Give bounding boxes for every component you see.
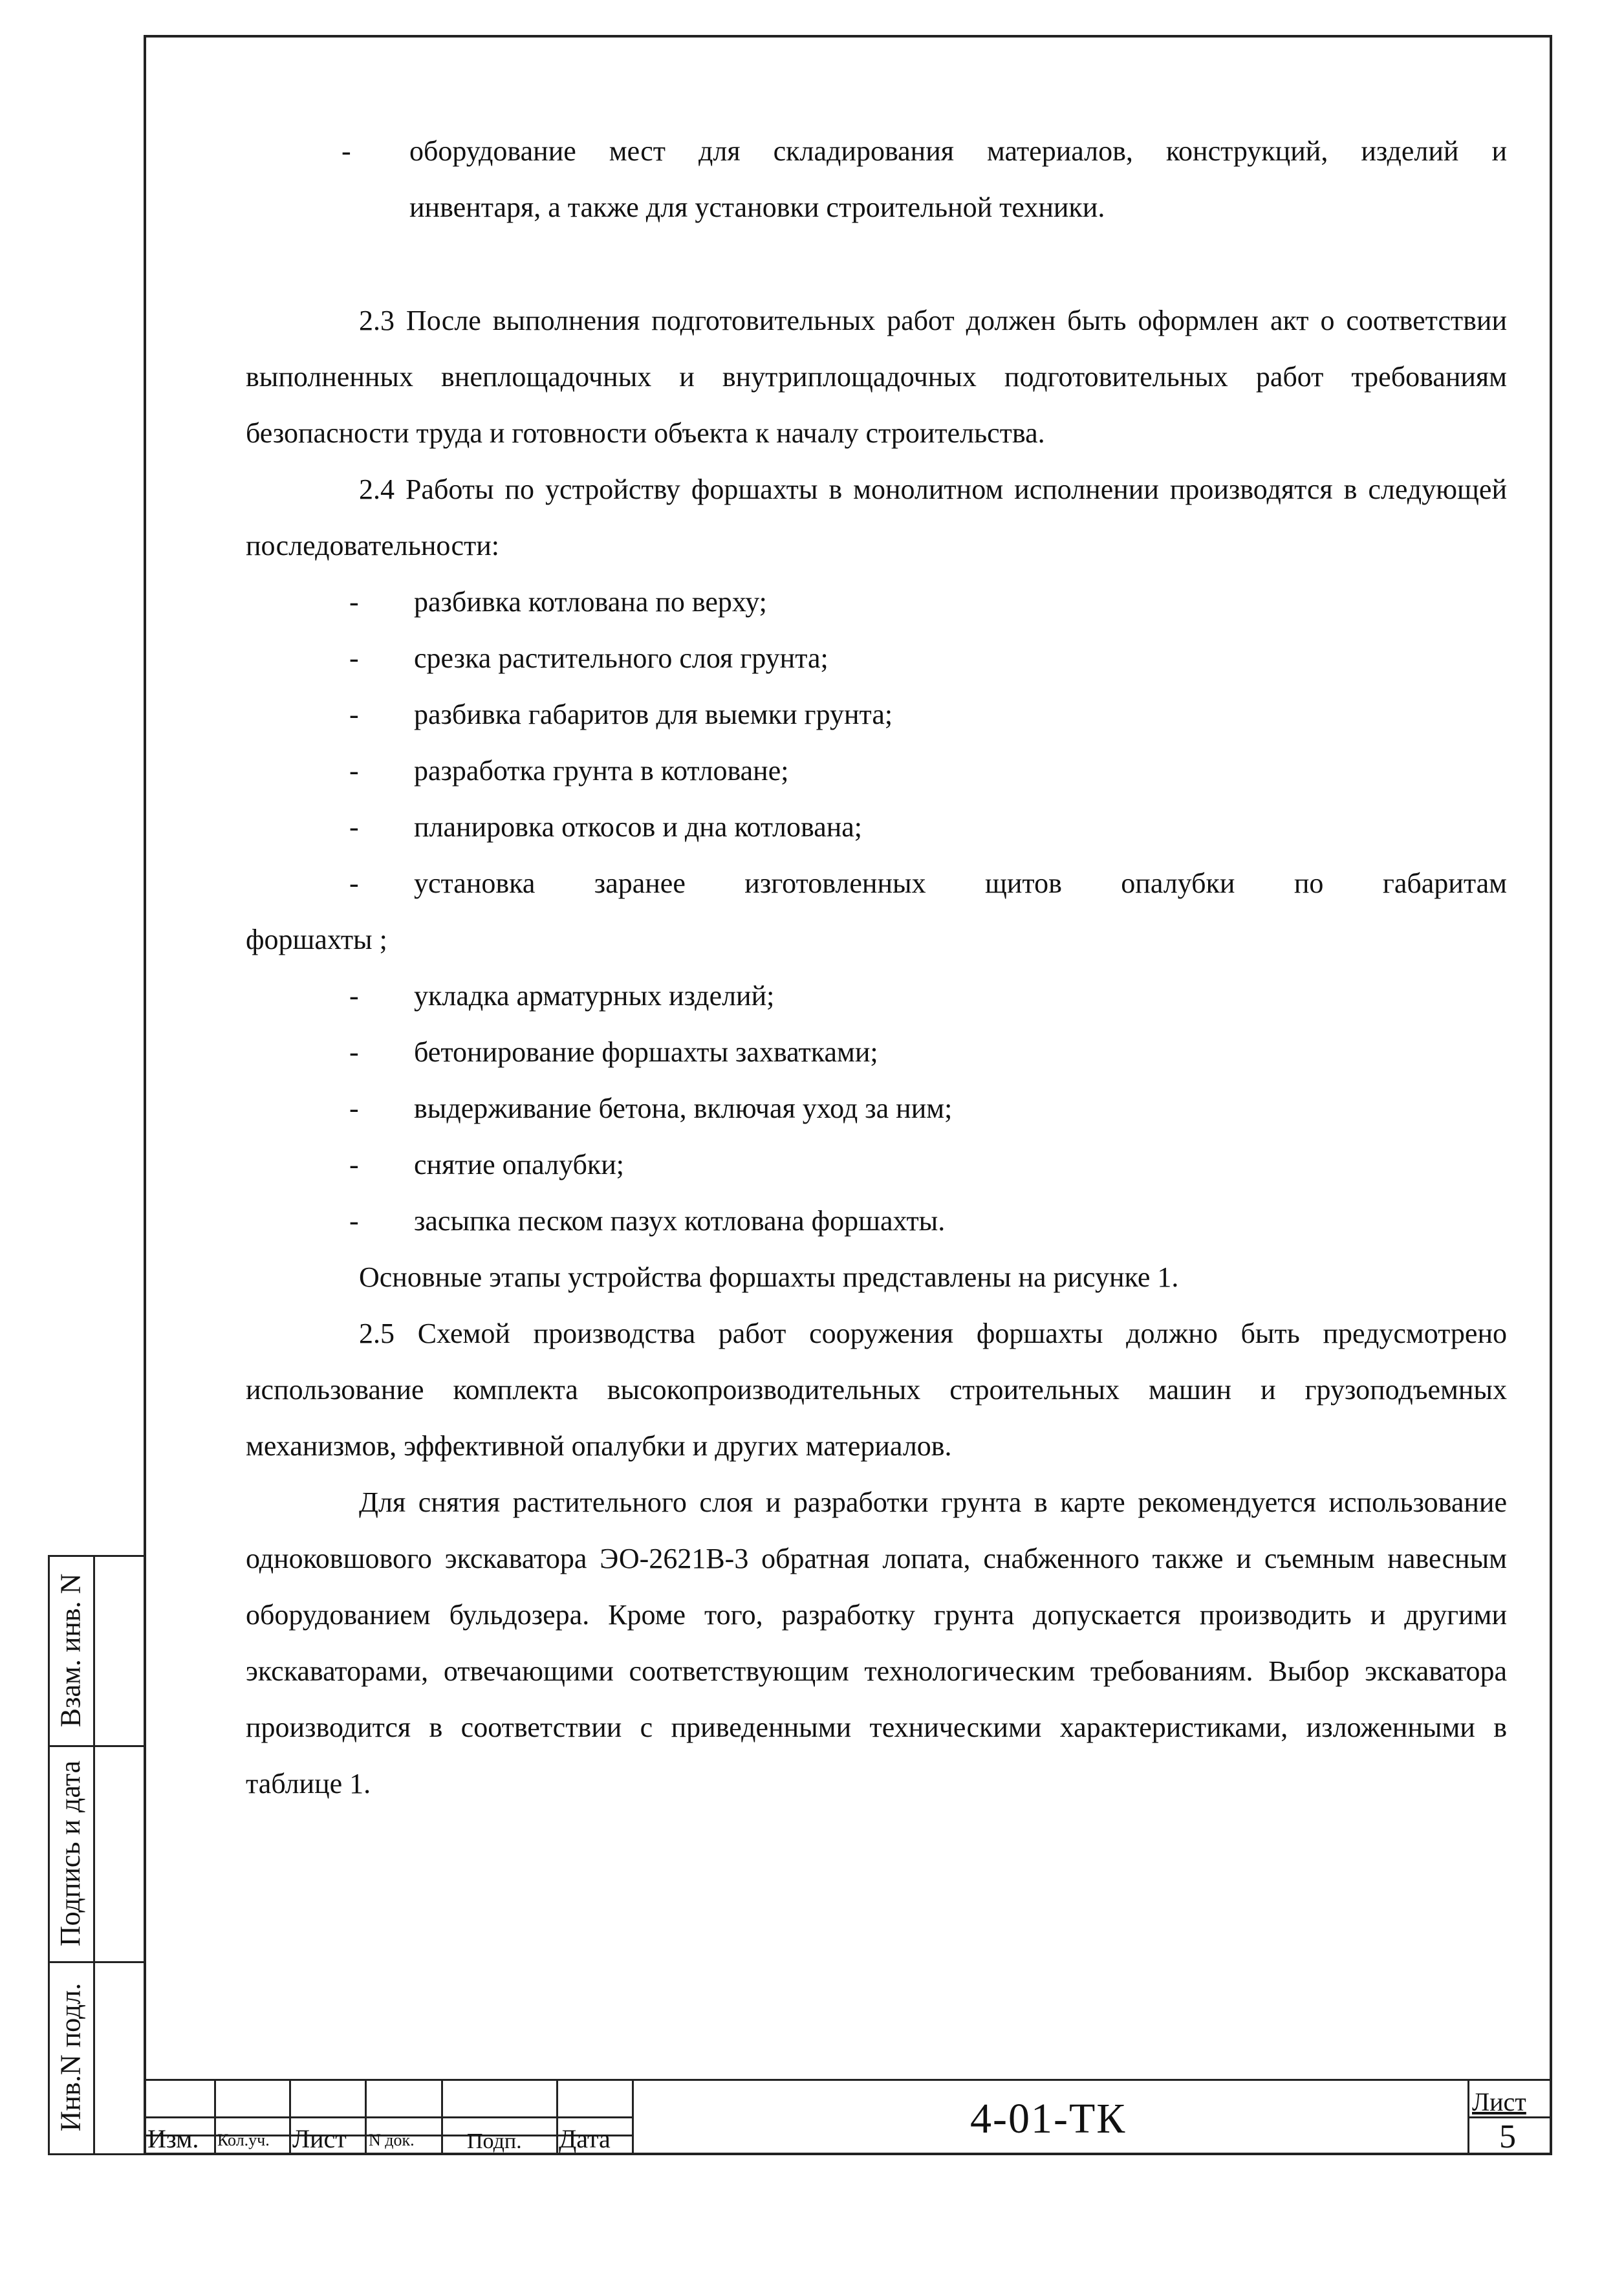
col-list: Лист (292, 2124, 347, 2153)
list-item: разбивка габаритов для выемки грунта; (414, 699, 893, 730)
sheet-number: 5 (1499, 2118, 1516, 2155)
list-item: планировка откосов и дна котлована; (414, 811, 863, 843)
list-item-continuation: форшахты ; (246, 924, 387, 955)
paragraph-excavator: Для снятия растительного слоя и разработки грунта в карте рекомендуется использование одноковшового экскаватора ЭО-2621В-3 обратная лопата, снабженного также и съемным навесным оборудованием бульдозера. Кроме того, разработку грунта допускается производить и другими экскаваторами, отвечающими соответствующим технологическим требованиям. Выбор экскаватора производится в соответствии с приведенными техническими характеристиками, изложенными в таблице 1. (246, 1486, 1507, 1799)
sheet-label: Лист (1472, 2087, 1526, 2116)
list-item: укладка арматурных изделий; (414, 980, 775, 1012)
document-body (246, 123, 1507, 1812)
replacement-inventory-label: Взам. инв. N (54, 1573, 87, 1727)
col-podp: Подп. (467, 2129, 522, 2153)
list-item: бетонирование форшахты захватками; (414, 1036, 878, 1068)
paragraph-2-5: 2.5 Схемой производства работ сооружения форшахты должно быть предусмотрено использование комплекта высокопроизводительных строительных машин и грузоподъемных механизмов, эффективной опалубки и других материалов. (246, 1318, 1507, 1462)
side-stamp (48, 1555, 144, 2155)
list-item: снятие опалубки; (414, 1149, 624, 1180)
bullet-dash: - (349, 755, 359, 787)
list-item-text: оборудование мест для складирования материалов, конструкций, изделий и (409, 135, 1507, 167)
col-n-dok: N док. (369, 2131, 415, 2149)
list-item: установка заранее изготовленных щитов опалубки по габаритам (414, 867, 1507, 899)
steps-list (246, 574, 1507, 1249)
bullet-dash: - (349, 1036, 359, 1068)
bullet-dash: - (349, 586, 359, 618)
document-code: 4-01-ТК (970, 2095, 1127, 2142)
bullet-dash: - (349, 1092, 359, 1124)
bullet-dash: - (349, 1205, 359, 1237)
bullet-dash: - (349, 867, 359, 899)
bullet-dash: - (349, 811, 359, 843)
bullet-dash: - (349, 642, 359, 674)
col-data: Дата (559, 2124, 611, 2153)
list-item: разбивка котлована по верху; (414, 586, 767, 618)
list-item (246, 123, 1507, 179)
paragraph-2-4: 2.4 Работы по устройству форшахты в монолитном исполнении производятся в следующей последовательности: (246, 473, 1507, 561)
paragraph-stages: Основные этапы устройства форшахты представлены на рисунке 1. (359, 1261, 1179, 1293)
list-item: разработка грунта в котловане; (414, 755, 789, 787)
bullet-dash: - (341, 135, 351, 167)
bullet-dash: - (349, 980, 359, 1012)
paragraph-2-3: 2.3 После выполнения подготовительных работ должен быть оформлен акт о соответствии выполненных внеплощадочных и внутриплощадочных подготовительных работ требованиям безопасности труда и готовности объекта к началу строительства. (246, 305, 1507, 449)
signature-date-label: Подпись и дата (54, 1760, 87, 1946)
col-izm: Изм. (147, 2124, 199, 2153)
list-item-continuation (246, 179, 1507, 235)
list-item: срезка растительного слоя грунта; (414, 642, 828, 674)
bullet-dash: - (349, 1149, 359, 1180)
list-item: засыпка песком пазух котлована форшахты. (414, 1205, 946, 1237)
title-block (144, 2079, 1552, 2155)
original-inventory-label: Инв.N подл. (54, 1983, 87, 2132)
list-item-text: инвентаря, а также для установки строительной техники. (409, 191, 1105, 223)
list-item: выдерживание бетона, включая уход за ним; (414, 1092, 953, 1124)
bullet-dash: - (349, 699, 359, 730)
col-kol-uch: Кол.уч. (217, 2131, 270, 2149)
